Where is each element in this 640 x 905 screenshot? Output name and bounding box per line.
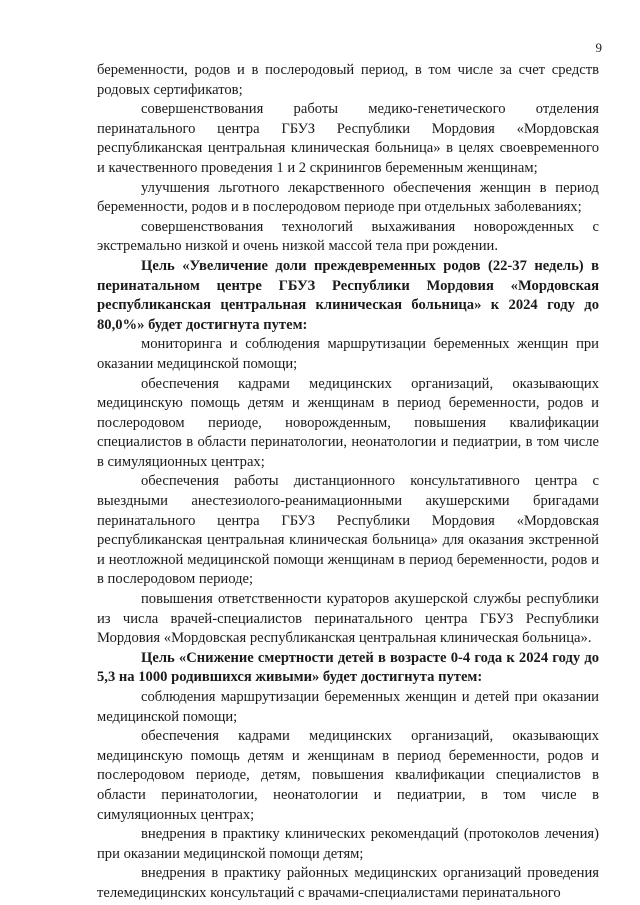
paragraph-telemedicine: внедрения в практику районных медицинских организаций проведения телемедицинских консультаций с врачами-специалистами перинатального <box>97 865 599 901</box>
page-number: 9 <box>595 40 602 55</box>
paragraph-remote-consulting-center: обеспечения работы дистанционного консультативного центра с выездными анестезиолого-реанимационными акушерскими бригадами перинатального центра ГБУЗ Республики Мордовия «Мордовская республиканская центральная клиническая больница» для оказания экстренной и неотложной медицинской помощи женщинам в период беременности, родов и в послеродовом периоде; <box>97 473 599 588</box>
goal-heading-child-mortality: Цель «Снижение смертности детей в возрасте 0-4 года к 2024 году до 5,3 на 1000 родившихся живыми» будет достигнута путем: <box>97 649 599 686</box>
paragraph-staffing-children: обеспечения кадрами медицинских организаций, оказывающих медицинскую помощь детям и женщинам в период беременности, родов и послеродовом периоде, детям, повышения квалификации специалистов в области перинатологии, неонатологии и педиатрии, в том числе в симуляционных центрах; <box>97 728 599 823</box>
paragraph-continuation: беременности, родов и в послеродовый период, в том числе за счет средств родовых сертификатов; <box>97 62 599 98</box>
paragraph-routing-monitoring: мониторинга и соблюдения маршрутизации беременных женщин при оказании медицинской помощи; <box>97 336 599 372</box>
paragraph-clinical-guidelines: внедрения в практику клинических рекомендаций (протоколов лечения) при оказании медицинской помощи детям; <box>97 826 599 862</box>
body-text <box>97 61 599 904</box>
paragraph-drug-provision: улучшения льготного лекарственного обеспечения женщин в период беременности, родов и в послеродовом периоде при отдельных заболеваниях; <box>97 179 599 216</box>
paragraph-newborn-nursing: совершенствования технологий выхаживания новорожденных с экстремально низкой и очень низкой массой тела при рождении. <box>97 218 599 255</box>
paragraph-genetics-department: совершенствования работы медико-генетического отделения перинатального центра ГБУЗ Республики Мордовия «Мордовская республиканская центральная клиническая больница» в целях своевременного и качественного проведения 1 и 2 скринингов беременным женщинам; <box>97 101 599 176</box>
paragraph-curators-responsibility: повышения ответственности кураторов акушерской службы республики из числа врачей-специалистов перинатального центра ГБУЗ Республики Мордовия «Мордовская республиканская центральная клиническая больница». <box>97 591 599 647</box>
paragraph-routing-children: соблюдения маршрутизации беременных женщин и детей при оказании медицинской помощи; <box>97 689 599 725</box>
goal-heading-premature-births: Цель «Увеличение доли преждевременных родов (22-37 недель) в перинатальном центре ГБУЗ Республики Мордовия «Мордовская республиканская центральная клиническая больница» к 2024 году до 80,0%» будет достигнута путем: <box>97 257 599 333</box>
paragraph-staffing: обеспечения кадрами медицинских организаций, оказывающих медицинскую помощь детям и женщинам в период беременности, родов и послеродовом периоде, новорожденным, повышения квалификации специалистов в области перинатологии, неонатологии и педиатрии, в том числе в симуляционных центрах; <box>97 375 599 470</box>
